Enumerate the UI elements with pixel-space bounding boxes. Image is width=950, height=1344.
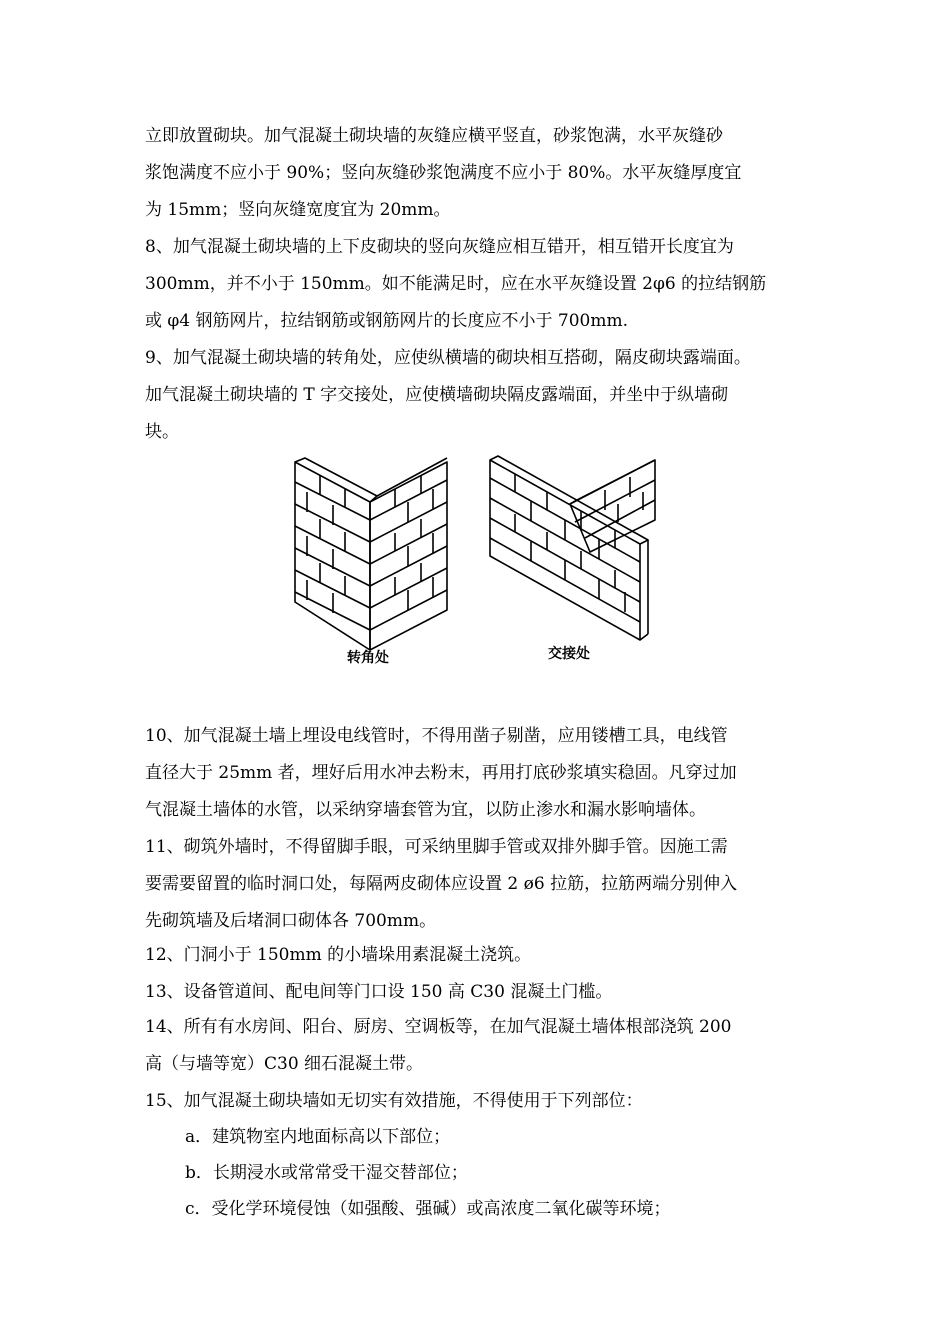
paragraph-line: 直径大于 25mm 者，埋好后用水冲去粉末，再用打底砂浆填实稳固。凡穿过加 <box>145 763 737 783</box>
masonry-drawing <box>285 452 665 677</box>
paragraph-line: 12、门洞小于 150mm 的小墙垛用素混凝土浇筑。 <box>145 945 532 965</box>
paragraph-line: 15、加气混凝土砌块墙如无切实有效措施，不得使用于下列部位： <box>145 1091 643 1111</box>
paragraph-line: 或 φ4 钢筋网片，拉结钢筋或钢筋网片的长度应不小于 700mm. <box>145 311 629 331</box>
list-item: b．长期浸水或常常受干湿交替部位； <box>185 1163 468 1183</box>
paragraph-line: 加气混凝土砌块墙的 T 字交接处，应使横墙砌块隔皮露端面，并坐中于纵墙砌 <box>145 385 729 405</box>
paragraph-line: 为 15mm；竖向灰缝宽度宜为 20mm。 <box>145 200 451 220</box>
caption-tjunction: 交接处 <box>548 646 590 662</box>
paragraph-line: 高（与墙等宽）C30 细石混凝土带。 <box>145 1054 424 1074</box>
paragraph-line: 11、砌筑外墙时，不得留脚手眼，可采纳里脚手管或双排外脚手管。因施工需 <box>145 837 728 857</box>
paragraph-line: 10、加气混凝土墙上埋设电线管时，不得用凿子剔凿，应用镂槽工具，电线管 <box>145 726 728 746</box>
masonry-figure <box>285 452 665 677</box>
paragraph-line: 300mm，并不小于 150mm。如不能满足时，应在水平灰缝设置 2φ6 的拉结钢筋 <box>145 274 767 294</box>
paragraph-line: 9、加气混凝土砌块墙的转角处，应使纵横墙的砌块相互搭砌，隔皮砌块露端面。 <box>145 348 751 368</box>
paragraph-line: 浆饱满度不应小于 90%；竖向灰缝砂浆饱满度不应小于 80%。水平灰缝厚度宜 <box>145 163 742 183</box>
list-item: a．建筑物室内地面标高以下部位； <box>185 1127 451 1147</box>
paragraph-line: 13、设备管道间、配电间等门口设 150 高 C30 混凝土门槛。 <box>145 982 613 1002</box>
caption-corner: 转角处 <box>347 650 389 666</box>
paragraph-line: 立即放置砌块。加气混凝土砌块墙的灰缝应横平竖直，砂浆饱满，水平灰缝砂 <box>145 126 723 146</box>
paragraph-line: 块。 <box>145 422 179 442</box>
paragraph-line: 要需要留置的临时洞口处，每隔两皮砌体应设置 2 ø6 拉筋，拉筋两端分别伸入 <box>145 874 738 894</box>
list-item: c．受化学环境侵蚀（如强酸、强碱）或高浓度二氧化碳等环境； <box>185 1199 671 1219</box>
paragraph-line: 14、所有有水房间、阳台、厨房、空调板等，在加气混凝土墙体根部浇筑 200 <box>145 1017 732 1037</box>
paragraph-line: 先砌筑墙及后堵洞口砌体各 700mm。 <box>145 911 437 931</box>
paragraph-line: 气混凝土墙体的水管，以采纳穿墙套管为宜，以防止渗水和漏水影响墙体。 <box>145 800 706 820</box>
paragraph-line: 8、加气混凝土砌块墙的上下皮砌块的竖向灰缝应相互错开，相互错开长度宜为 <box>145 237 734 257</box>
